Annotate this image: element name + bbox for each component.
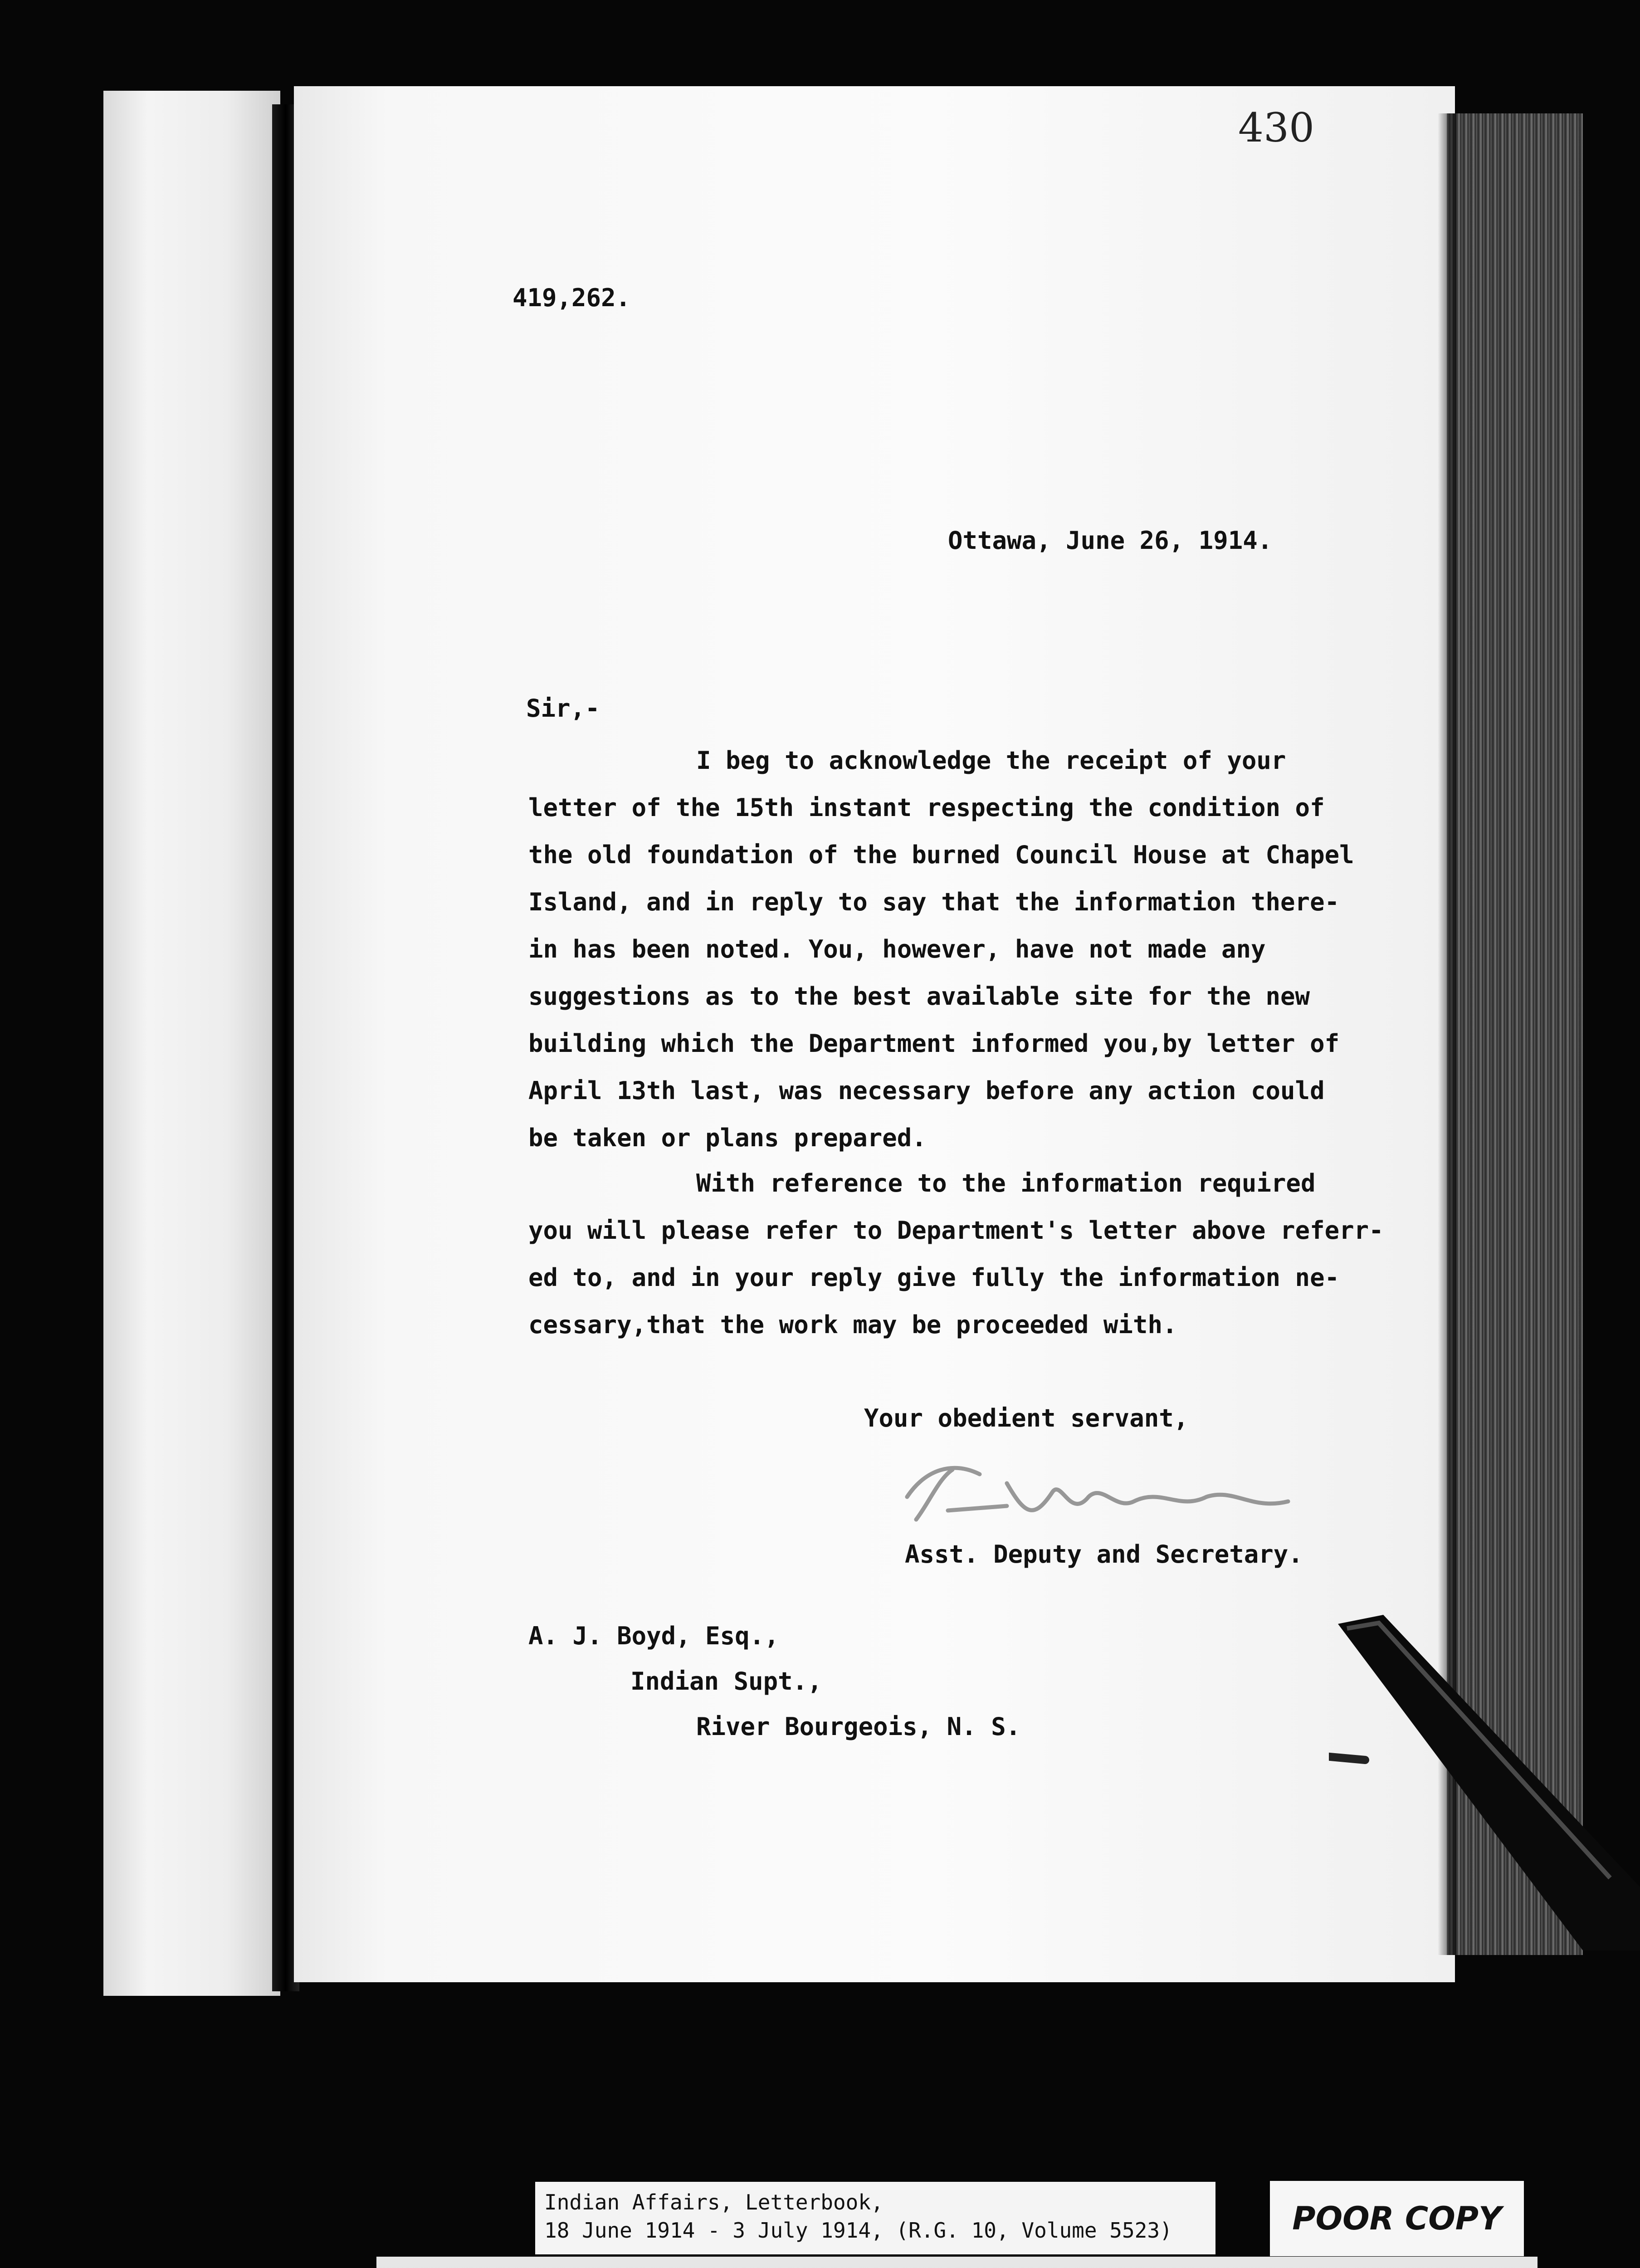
source-label-line: 18 June 1914 - 3 July 1914, (R.G. 10, Volume 5523) [544, 2218, 1172, 2243]
body-line: Island, and in reply to say that the information there- [528, 888, 1340, 916]
file-number: 419,262. [512, 284, 631, 312]
body-line: letter of the 15th instant respecting the condition of [528, 793, 1325, 822]
salutation: Sir,- [526, 694, 600, 723]
body-line: ed to, and in your reply give fully the information ne- [528, 1263, 1340, 1292]
source-label-line: Indian Affairs, Letterbook, [544, 2190, 883, 2214]
body-line: the old foundation of the burned Council House at Chapel [528, 841, 1354, 869]
closing: Your obedient servant, [864, 1404, 1189, 1432]
facing-blank-page [103, 91, 280, 1996]
place-date: Ottawa, June 26, 1914. [948, 526, 1273, 555]
poor-copy-label: POOR COPY [1270, 2181, 1524, 2256]
body-line: building which the Department informed you,by letter of [528, 1029, 1340, 1058]
letter-body [528, 737, 1384, 1349]
archives-stamp [376, 2257, 1538, 2268]
folio-number: 430 [1238, 104, 1314, 151]
handwritten-signature [889, 1442, 1306, 1542]
body-line: With reference to the information required [696, 1169, 1316, 1198]
body-line: April 13th last, was necessary before any action could [528, 1076, 1325, 1105]
body-line: suggestions as to the best available site for the new [528, 982, 1310, 1011]
signatory-title: Asst. Deputy and Secretary. [905, 1540, 1303, 1569]
addressee-location: River Bourgeois, N. S. [696, 1712, 1021, 1741]
body-line: cessary,that the work may be proceeded with. [528, 1310, 1177, 1339]
addressee-name: A. J. Boyd, Esq., [528, 1622, 779, 1650]
body-line: you will please refer to Department's letter above referr- [528, 1216, 1384, 1245]
body-line: I beg to acknowledge the receipt of your [696, 746, 1286, 775]
body-line: in has been noted. You, however, have not made any [528, 935, 1266, 963]
pen-icon [1329, 1606, 1640, 1950]
addressee-title: Indian Supt., [630, 1667, 822, 1696]
body-line: be taken or plans prepared. [528, 1124, 927, 1152]
source-label [535, 2182, 1215, 2254]
